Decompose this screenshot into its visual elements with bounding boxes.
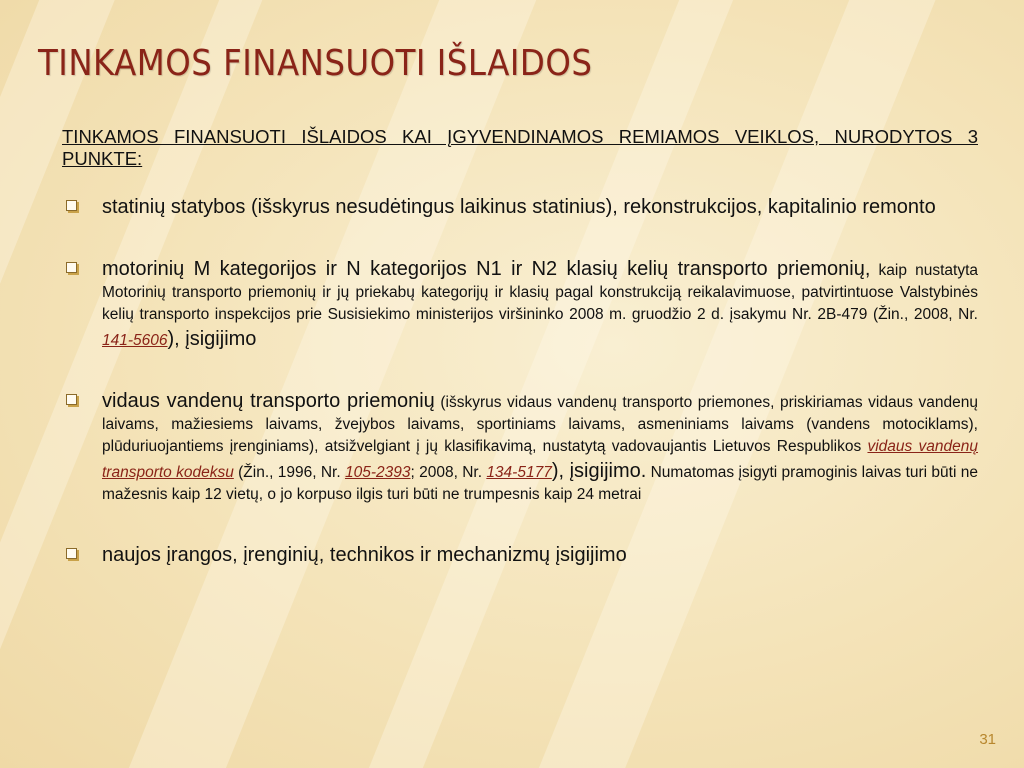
slide-subtitle: TINKAMOS FINANSUOTI IŠLAIDOS KAI ĮGYVENDINAMOS REMIAMOS VEIKLOS, NURODYTOS 3 PUNKTE:: [62, 126, 978, 169]
bullet-lead: vidaus vandenų transporto priemonių: [102, 390, 435, 412]
slide-title: TINKAMOS FINANSUOTI IŠLAIDOS: [38, 43, 593, 84]
slide-content: [62, 126, 978, 568]
square-bullet-icon: [66, 548, 77, 559]
bullet-tail: įsigijimo: [185, 328, 257, 350]
square-bullet-icon: [66, 394, 77, 405]
bullet-closing: ),: [551, 460, 570, 482]
bullet-detail-mid: (Žin., 1996, Nr.: [233, 464, 345, 481]
bullet-text: statinių statybos (išskyrus nesudėtingus laikinus statinius), rekonstrukcijos, kapitalinio remonto: [102, 196, 936, 218]
bullet-text: naujos įrangos, įrenginių, technikos ir mechanizmų įsigijimo: [102, 544, 627, 566]
square-bullet-icon: [66, 262, 77, 273]
bullet-lead: motorinių M kategorijos ir N kategorijos N1 ir N2 klasių kelių transporto priemonių,: [102, 258, 871, 280]
list-item: [62, 388, 978, 506]
bullet-detail-mid: ; 2008, Nr.: [410, 464, 487, 481]
list-item: [62, 542, 978, 568]
law-reference-link[interactable]: 105-2393: [344, 464, 411, 481]
list-item: [62, 194, 978, 220]
list-item: [62, 256, 978, 352]
bullet-closing: ),: [167, 328, 186, 350]
transport-code-link[interactable]: vidaus vandenų transporto kodeksu: [102, 438, 978, 481]
bullet-note: Numatomas įsigyti pramoginis laivas turi būti ne mažesnis kaip 12 vietų, o jo korpuso ilgis turi būti ne trumpesnis kaip 24 metrai: [102, 464, 978, 503]
law-reference-link[interactable]: 134-5177: [486, 464, 552, 481]
page-number: 31: [979, 731, 996, 748]
law-reference-link[interactable]: 141-5606: [102, 332, 168, 349]
square-bullet-icon: [66, 200, 77, 211]
bullet-tail: įsigijimo.: [569, 460, 647, 482]
bullet-detail: (išskyrus vidaus vandenų transporto priemones, priskiriamas vidaus vandenų laivams, mažiesiems laivams, žvejybos laivams, sportiniams laivams, asmeniniams laivams (vandens motociklams), plūduriuojantiems įrenginiams), atsižvelgiant į jų klasifikavimą, nustatytą vadovaujantis Lietuvos Respublikos: [102, 394, 978, 455]
bullet-list: [62, 194, 978, 568]
bullet-detail: kaip nustatyta Motorinių transporto priemonių ir jų priekabų kategorijų ir klasių pagal konstrukciją reikalavimuose, patvirtintuose Valstybinės kelių transporto inspekcijos prie Susisiekimo ministerijos viršininko 2008 m. gruodžio 2 d. įsakymu Nr. 2B-479 (Žin., 2008, Nr.: [102, 262, 979, 323]
